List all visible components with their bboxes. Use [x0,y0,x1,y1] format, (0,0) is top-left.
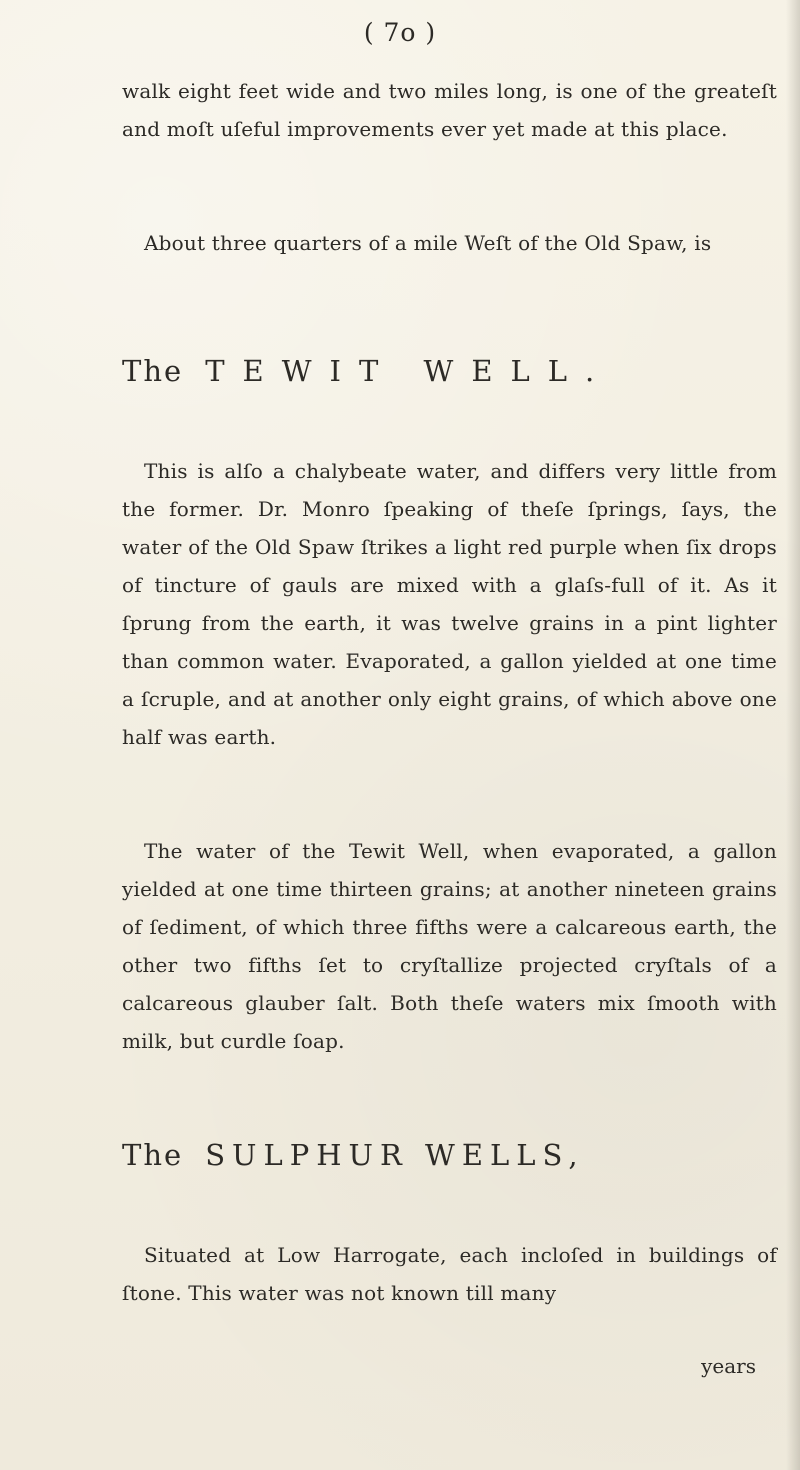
text-block-3 [122,452,777,756]
paragraph-evaporation: The water of the Tewit Well, when evaporated, a gallon yielded at one time thirteen grains; at another nineteen grains of ſediment, of which three fifths were a calcareous earth, the other two fifths ſet to cryſtallize projected cryſtals of a calcareous glauber ſalt. Both theſe waters mix ſmooth with milk, but curdle ſoap. [122,839,777,1053]
heading-block-2 [122,1136,777,1174]
section-heading-tewit-well [122,352,777,390]
page-edge-shadow [786,0,800,1470]
section-heading-sulphur-wells [122,1136,777,1174]
page-number: ( 7o ) [363,18,437,47]
text-block-1 [122,72,777,148]
text-block-5 [122,1236,777,1312]
text-block-2 [122,224,777,262]
text-block-4 [122,832,777,1060]
heading-caps: SULPHUR WELLS, [205,1138,585,1172]
paragraph-harrogate: Situated at Low Harrogate, each incloſed in buildings of ſtone. This water was not known till many [122,1243,777,1305]
heading-caps: TEWIT WELL. [205,354,613,388]
catchword: years [701,1354,756,1378]
heading-prefix: The [122,354,184,388]
heading-prefix: The [122,1138,184,1172]
paragraph-continuation: walk eight feet wide and two miles long, is one of the greateſt and moſt uſeful improvements ever yet made at this place. [122,79,777,141]
paragraph-location: About three quarters of a mile Weſt of the Old Spaw, is [144,231,712,255]
paragraph-chalybeate: This is alſo a chalybeate water, and differs very little from the former. Dr. Monro ſpeaking of theſe ſprings, ſays, the water of the Old Spaw ſtrikes a light red purple when ſix drops of tincture of gauls are mixed with a glaſs-full of it. As it ſprung from the earth, it was twelve grains in a pint lighter than common water. Evaporated, a gallon yielded at one time a ſcruple, and at another only eight grains, of which above one half was earth. [122,459,777,749]
heading-block-1 [122,352,777,390]
